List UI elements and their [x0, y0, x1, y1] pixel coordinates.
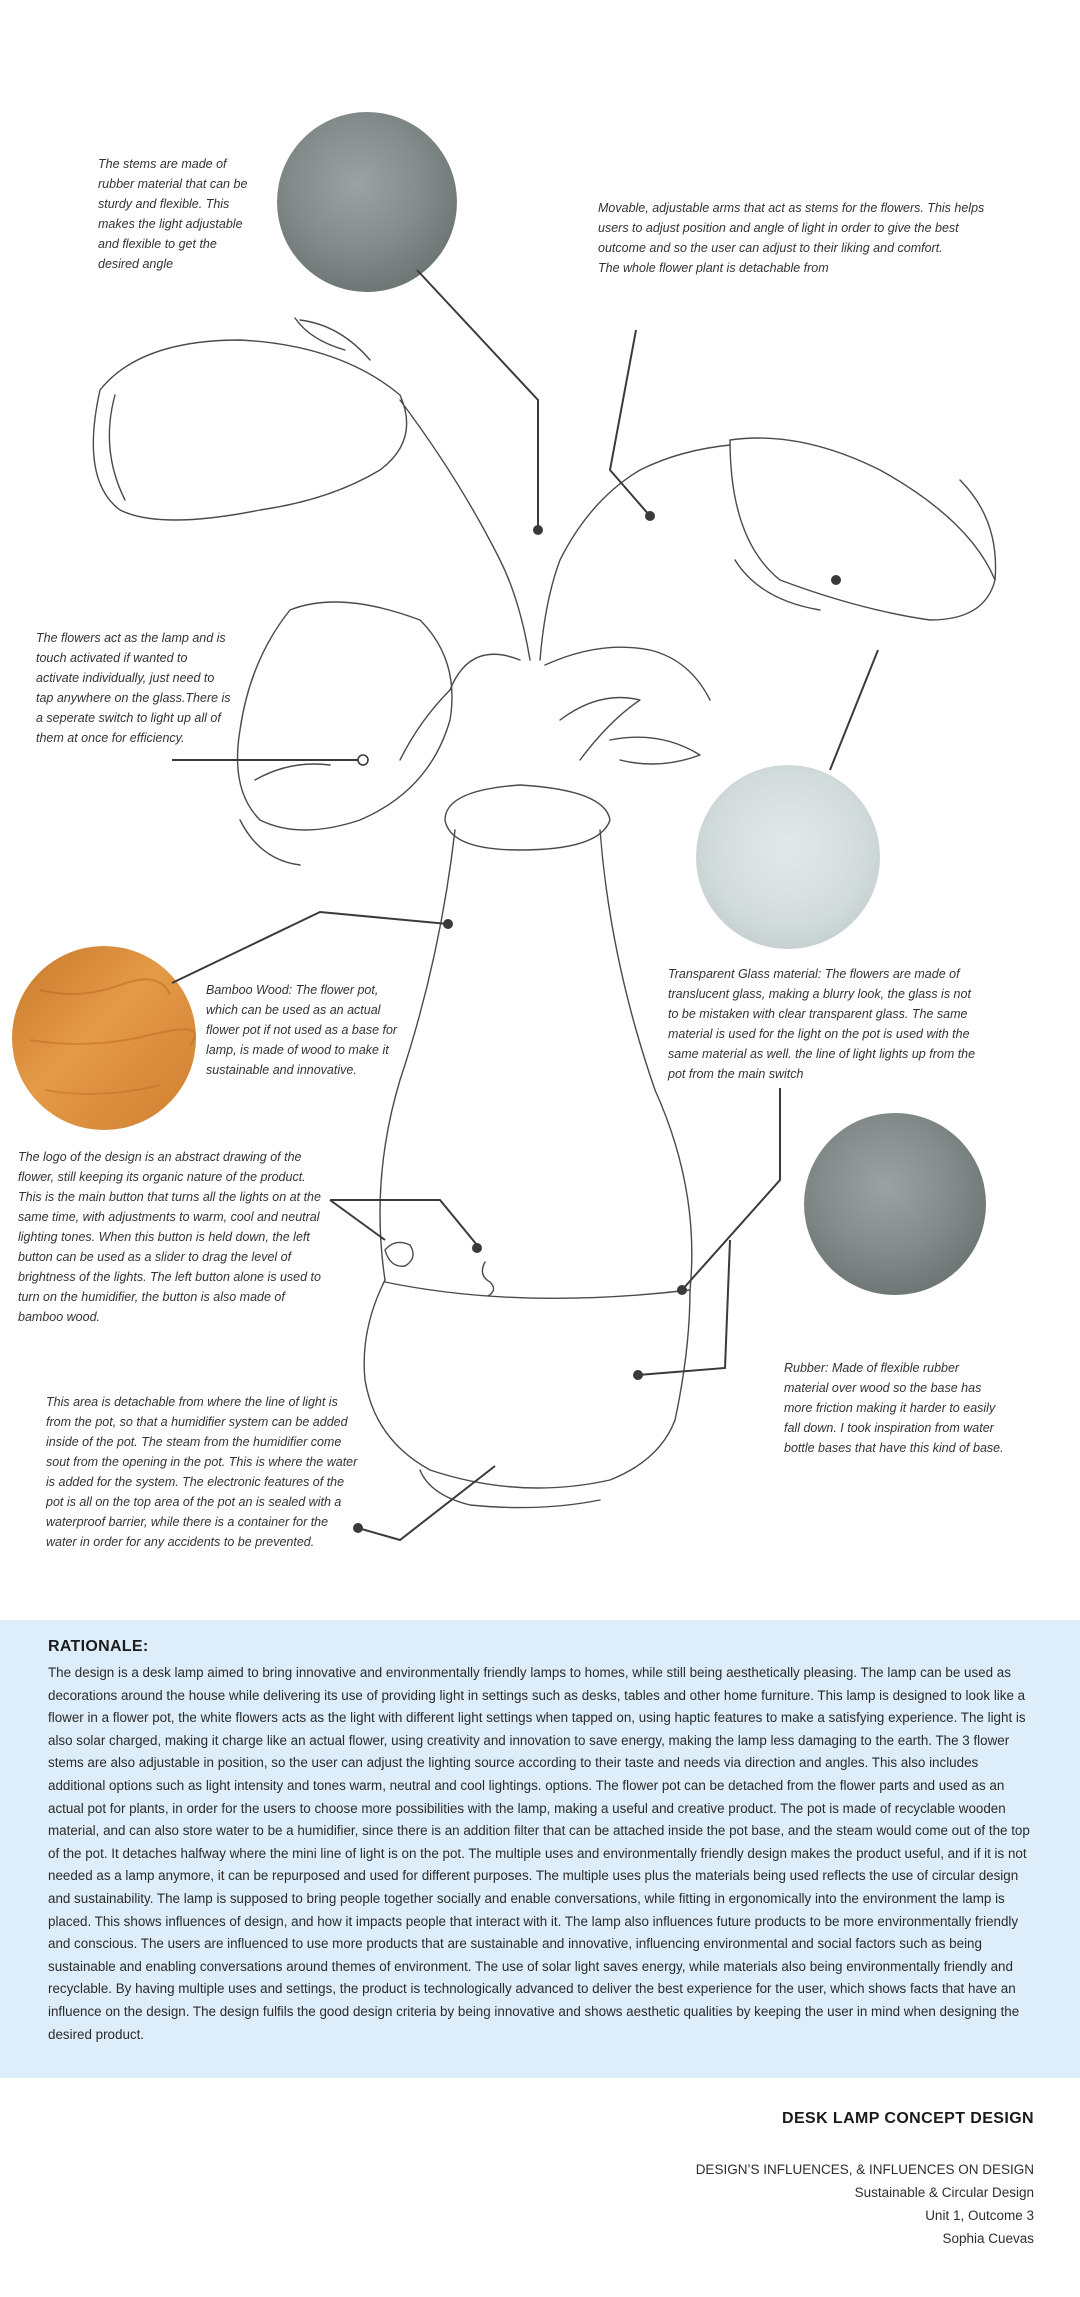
author-name: Sophia Cuevas — [942, 2231, 1034, 2246]
note-detachable-area: This area is detachable from where the line of light is from the pot, so that a humidifier system can be added inside of the pot. The steam from the humidifier come sout from the opening in the pot. This is where the water is added for the system. The electronic features of the pot is all on the top area of the pot an is sealed with a waterproof barrier, while there is a container for the water in order for any accidents to be prevented. — [46, 1395, 358, 1549]
note-adjustable-arms: Movable, adjustable arms that act as stems for the flowers. This helps users to adjust position and angle of light in order to give the best outcome and so the user can adjust to their liking and comfort. The whole flower plant is detachable from — [598, 201, 985, 275]
bamboo-wood-swatch — [12, 946, 196, 1130]
note-stems: The stems are made of rubber material that can be sturdy and flexible. This makes the light adjustable and flexible to get the desired angle — [98, 157, 248, 271]
note-bamboo-wood: Bamboo Wood: The flower pot, which can be used as an actual flower pot if not used as a base for lamp, is made of wood to make it sustainable and innovative. — [206, 983, 398, 1077]
rationale-heading: RATIONALE: — [48, 1638, 149, 1655]
glass-swatch — [696, 765, 880, 949]
credits-block — [434, 2110, 1034, 2250]
note-transparent-glass: Transparent Glass material: The flowers are made of translucent glass, making a blurry look, the glass is not to be mistaken with clear transparent glass. The same material is used for the light on the pot is used with the same material as well. the line of light lights up from the pot from the main switch — [668, 967, 976, 1081]
rubber-stem-swatch — [277, 112, 457, 292]
rationale-section — [0, 1620, 1080, 2078]
note-logo-button: The logo of the design is an abstract drawing of the flower, still keeping its organic nature of the product. This is the main button that turns all the lights on at the same time, with adjustments to warm, cool and neutral lighting tones. When this button is held down, the left button can be used as a slider to drag the level of brightness of the lights. The left button alone is used to turn on the humidifier, the button is also made of bamboo wood. — [18, 1150, 321, 1324]
topic-line: Sustainable & Circular Design — [854, 2185, 1034, 2200]
note-rubber-base: Rubber: Made of flexible rubber material over wood so the base has more friction making it harder to easily fall down. I took inspiration from water bottle bases that have this kind of base. — [784, 1361, 1004, 1455]
unit-line: Unit 1, Outcome 3 — [925, 2208, 1034, 2223]
note-flowers-touch: The flowers act as the lamp and is touch activated if wanted to activate individually, just need to tap anywhere on the glass.There is a seperate switch to light up all of them at once for efficiency. — [36, 631, 231, 745]
flower-callout-dot — [358, 755, 368, 765]
project-title: DESK LAMP CONCEPT DESIGN — [782, 2110, 1034, 2127]
subject-line: DESIGN’S INFLUENCES, & INFLUENCES ON DESIGN — [695, 2162, 1034, 2177]
rationale-body: The design is a desk lamp aimed to bring innovative and environmentally friendly lamps to homes, while still being aesthetically pleasing. The lamp can be used as decorations around the house while delivering its use of providing light in settings such as desks, tables and other home furniture. This lamp is designed to look like a flower in a flower pot, the white flowers acts as the light with different light settings when tapped on, using haptic features to make a satisfying experience. The light is also solar charged, making it charge like an actual flower, using creativity and innovation to save energy, making the lamp less damaging to the earth. The 3 flower stems are also adjustable in position, so the user can adjust the lighting source according to their taste and needs via direction and angles. This also includes additional options such as light intensity and tones warm, neutral and cool lightings. options. The flower pot can be detached from the flower parts and used as an actual pot for plants, in order for the users to choose more possibilities with the lamp, making a useful and creative product. The pot is made of recyclable wooden material, and can also store water to be a humidifier, since there is an addition filter that can be attached inside the pot base, and the steam would come out of the top of the pot. It detaches halfway where the mini line of light is on the pot. The multiple uses and environmentally friendly design makes the product useful, and if it is not needed as a lamp anymore, it can be repurposed and used for different purposes. The multiple uses plus the materials being used reflects the use of circular design and sustainability. The lamp is supposed to bring people together socially and enable conversations, while fitting in ergonomically into the environment the lamp is placed. This shows influences of design, and how it impacts people that interact with it. The lamp also influences future products to be more environmentally friendly and conscious. The users are influenced to use more products that are sustainable and innovative, influencing environmental and social factors such as being sustainable and enabling conversations around themes of environment. The use of solar light saves energy, while materials also being environmentally friendly and recyclable. By having multiple uses and settings, the product is technologically advanced to deliver the best experience for the user, which shows facts that have an influence on the design. The design fulfils the good design criteria by being innovative and shows aesthetic qualities by keeping the user in mind when designing the desired product. — [48, 1665, 1030, 2042]
rubber-base-swatch — [804, 1113, 986, 1295]
